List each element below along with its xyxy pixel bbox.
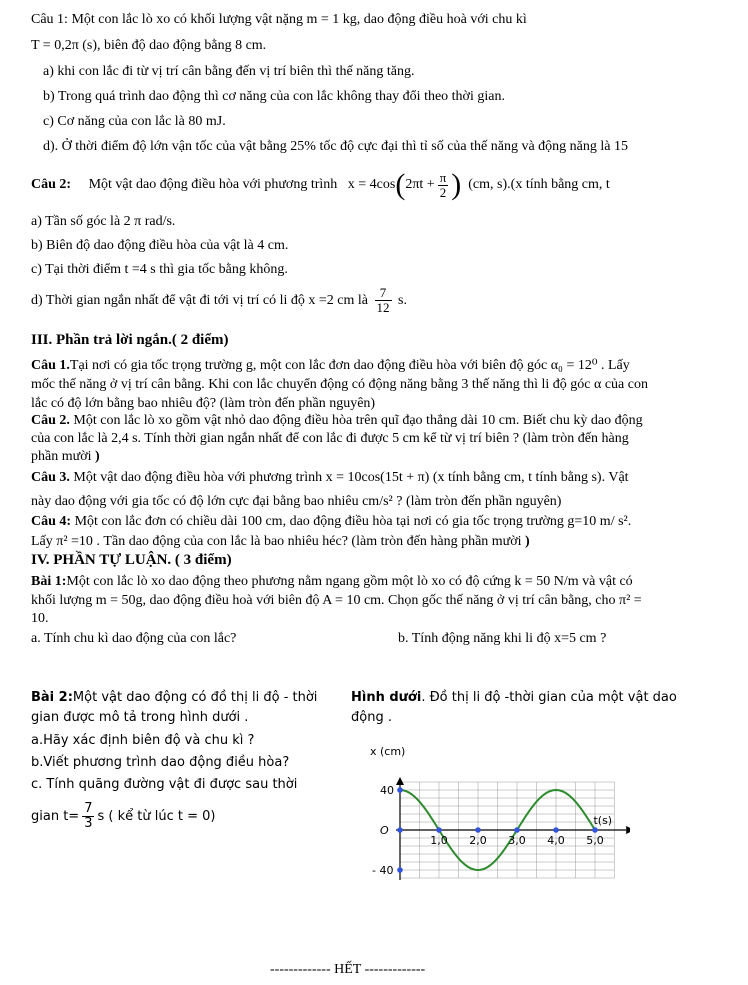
part4-b2-l2: gian được mô tả trong hình dưới .	[31, 710, 249, 725]
q2-option-d-text: d) Thời gian ngắn nhất để vật đi tới vị trí có li độ x =2 cm là	[31, 293, 368, 308]
paren-open: (	[395, 168, 406, 201]
x-tick-label: 3,0	[508, 834, 526, 847]
data-point	[514, 827, 520, 833]
x-axis-arrow	[626, 826, 630, 834]
data-point	[553, 827, 559, 833]
y-tick-label: 40	[380, 784, 394, 797]
q1-line2: T = 0,2π (s), biên độ dao động bằng 8 cm.	[31, 38, 267, 53]
part3-c1-l2: mốc thế năng ở vị trí cân bằng. Khi con lắc chuyển động có động năng bằng 3 thế năng thì li độ góc α của con	[31, 377, 648, 392]
part3-c3-l1: Câu 3. Một vật dao động điều hòa với phương trình x = 10cos(15t + π) (x tính bằng cm, t tính bằng s). Vật	[31, 470, 629, 485]
part4-b2-l1: Bài 2:Một vật dao động có đồ thị li độ - thời	[31, 690, 318, 705]
q2-tail: (x tính bằng cm, t	[510, 177, 610, 193]
figure-caption-2: động .	[351, 710, 392, 725]
q1-option-d: d). Ở thời điểm độ lớn vận tốc của vật bằng 25% tốc độ cực đại thì tỉ số của thế năng và động năng là 15	[43, 139, 628, 154]
displacement-time-chart	[360, 742, 630, 892]
data-point-y40	[397, 787, 403, 793]
q2-option-d-unit: s.	[398, 293, 407, 308]
part4-b2-a: a.Hãy xác định biên độ và chu kì ?	[31, 733, 255, 748]
q2-eq-fraction: $\frac{\pi}{2}$	[439, 169, 447, 200]
b2-fraction: $\frac{7}{3}$	[84, 801, 93, 831]
part4-b1-l1: Bài 1:Một con lắc lò xo dao động theo phương nằm ngang gồm một lò xo có độ cứng k = 50 N/m và vật có	[31, 574, 633, 589]
part4-b2-c: c. Tính quãng đường vật đi được sau thời	[31, 777, 298, 792]
part3-title: III. Phần trả lời ngắn.( 2 điểm)	[31, 332, 229, 348]
part4-b1-l2: khối lượng m = 50g, dao động điều hoà với biên độ A = 10 cm. Chọn gốc thế năng ở vị trí cân bằng, cho π² =	[31, 593, 642, 608]
y-tick-label: - 40	[372, 864, 394, 877]
part3-c2-l2: của con lắc là 2,4 s. Tính thời gian ngắn nhất để con lắc đi được 5 cm kể từ vị trí biên ? (làm tròn đến hàng	[31, 431, 629, 446]
part4-b2-b: b.Viết phương trình dao động điều hòa?	[31, 755, 290, 770]
x-axis-label: t(s)	[593, 814, 613, 827]
q1-line1: Câu 1: Một con lắc lò xo có khối lượng vật nặng m = 1 kg, dao động điều hoà với chu kì	[31, 12, 527, 27]
y-axis-label: x (cm)	[370, 745, 406, 758]
q1-option-a: a) khi con lắc đi từ vị trí cân bằng đến vị trí biên thì thế năng tăng.	[43, 64, 415, 79]
part3-c1-l1: Câu 1.Tại nơi có gia tốc trọng trường g, một con lắc đơn dao động điều hòa với biên độ góc α₀ = 12⁰ . Lấy	[31, 358, 630, 373]
part4-b1-l3: 10.	[31, 611, 49, 626]
q2-eq-left: x = 4cos	[347, 177, 396, 193]
part3-c4-l2: Lấy π² =10 . Tần dao động của con lắc là bao nhiêu héc? (làm tròn đến hàng phần mười )	[31, 534, 530, 549]
y-axis-arrow	[396, 777, 404, 785]
data-point	[436, 827, 442, 833]
data-point	[475, 827, 481, 833]
part3-c1-l3: lắc có độ lớn bằng bao nhiêu độ? (làm tròn đến phần nguyên)	[31, 396, 376, 411]
x-tick-label: 4,0	[547, 834, 565, 847]
part3-c2-l3: phần mười )	[31, 449, 100, 464]
data-point-y-40	[397, 867, 403, 873]
q2-option-d-fraction: $\frac{7}{12}$	[376, 285, 390, 316]
data-point	[397, 827, 403, 833]
part3-c4-l1: Câu 4: Một con lắc đơn có chiều dài 100 cm, dao động điều hòa tại nơi có gia tốc trọng trường g=10 m/ s².	[31, 514, 632, 529]
part4-b1-a: a. Tính chu kì dao động của con lắc?	[31, 631, 237, 646]
q2-option-a: a) Tần số góc là 2 π rad/s.	[31, 214, 176, 229]
part4-b2-d: gian t= $\frac{7}{3}$ s ( kể từ lúc t = 0)	[31, 801, 216, 831]
x-tick-label: 1,0	[430, 834, 448, 847]
q1-option-c: c) Cơ năng của con lắc là 80 mJ.	[43, 114, 226, 129]
x-tick-label: 2,0	[469, 834, 487, 847]
paren-close: )	[451, 168, 462, 201]
data-point	[592, 827, 598, 833]
q2-eq-inner: 2πt +	[405, 177, 435, 193]
q2-option-c: c) Tại thời điểm t =4 s thì gia tốc bằng không.	[31, 262, 288, 277]
part4-title: IV. PHẦN TỰ LUẬN. ( 3 điểm)	[31, 552, 232, 568]
q2-unit: (cm, s).	[468, 177, 511, 193]
q2-option-b: b) Biên độ dao động điều hòa của vật là 4 cm.	[31, 238, 289, 253]
part3-c2-l1: Câu 2. Một con lắc lò xo gồm vật nhỏ dao động điều hòa trên quĩ đạo thẳng dài 10 cm. Biết chu kỳ dao động	[31, 413, 643, 428]
figure-caption: Hình dưới. Đồ thị li độ -thời gian của một vật dao	[351, 690, 677, 705]
x-tick-label: 5,0	[586, 834, 604, 847]
origin-label: O	[380, 824, 389, 837]
q2-stem	[31, 170, 610, 200]
q2-label: Câu 2:	[31, 177, 72, 193]
q2-option-d	[31, 286, 407, 316]
q2-text: Một vật dao động điều hòa với phương trình	[88, 177, 338, 193]
q1-option-b: b) Trong quá trình dao động thì cơ năng của con lắc không thay đổi theo thời gian.	[43, 89, 505, 104]
part3-c3-l2: này dao động với gia tốc có độ lớn cực đại bằng bao nhiêu cm/s² ? (làm tròn đến phần nguyên)	[31, 494, 562, 509]
part4-b1-b: b. Tính động năng khi li độ x=5 cm ?	[398, 631, 607, 646]
footer-end: ------------- HẾT -------------	[270, 962, 426, 977]
